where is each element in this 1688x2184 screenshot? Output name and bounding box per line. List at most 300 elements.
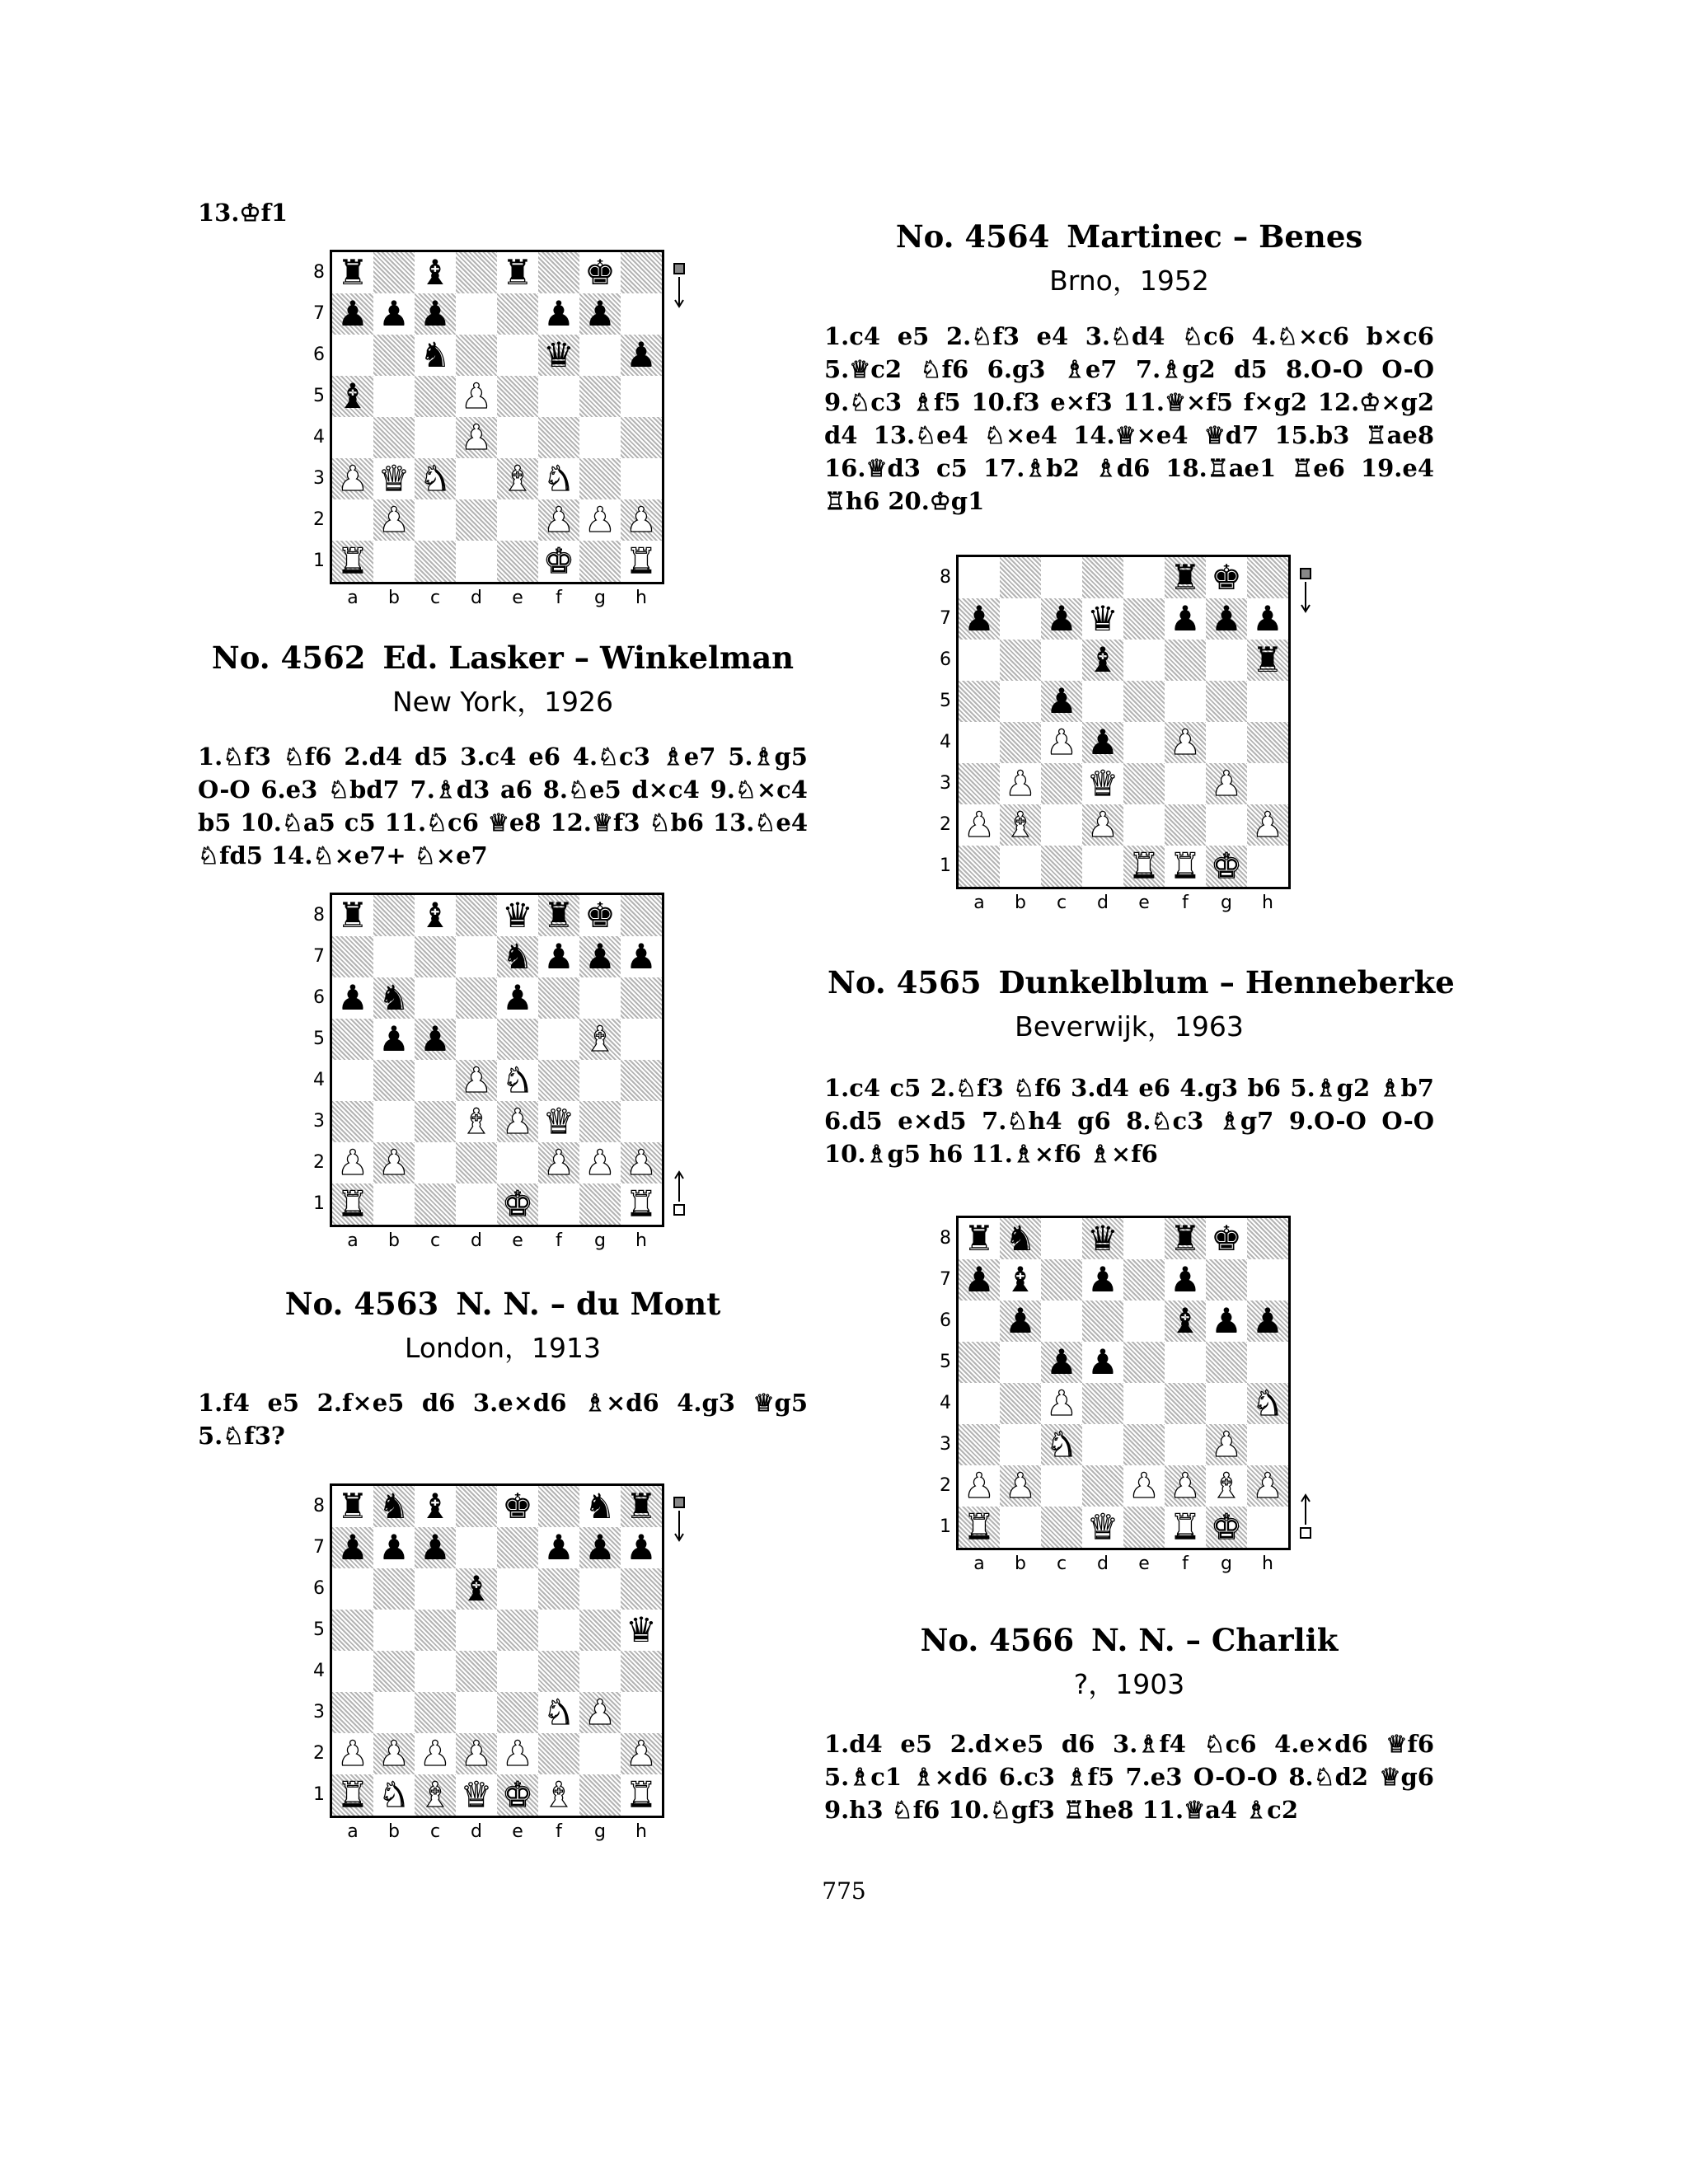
square-c7	[415, 293, 456, 335]
file-labels	[332, 1821, 662, 1846]
square-f3	[538, 1692, 579, 1733]
square-g8	[1206, 557, 1247, 598]
square-a3	[332, 1692, 373, 1733]
square-f7	[538, 936, 579, 977]
square-a3	[332, 1101, 373, 1142]
square-e2	[1123, 804, 1165, 846]
white-pawn-icon: ♟	[337, 1733, 368, 1774]
square-b8	[1000, 557, 1041, 598]
file-label: e	[512, 1230, 523, 1251]
square-f7	[538, 293, 579, 335]
rank-label: 8	[313, 262, 325, 283]
file-label: b	[388, 1821, 400, 1842]
white-pawn-icon: ♟	[502, 1101, 533, 1141]
white-queen-icon: ♛	[378, 458, 410, 499]
square-a2	[959, 804, 1000, 846]
square-e7	[497, 293, 538, 335]
black-pawn-icon: ♟	[584, 1527, 616, 1568]
white-pawn-icon: ♟	[378, 499, 410, 540]
square-h8	[1247, 557, 1288, 598]
square-c1	[1041, 1507, 1082, 1548]
square-e4	[1123, 722, 1165, 763]
white-knight-icon: ♞	[502, 1060, 533, 1100]
square-f7	[1165, 598, 1206, 640]
square-c1	[1041, 846, 1082, 887]
square-a5	[332, 1610, 373, 1651]
square-f8	[538, 252, 579, 293]
square-d4	[456, 1651, 497, 1692]
game-number: No. 4563	[284, 1286, 439, 1322]
square-g5	[579, 376, 621, 417]
square-b7	[373, 1527, 415, 1568]
file-labels	[332, 1230, 662, 1255]
black-knight-icon: ♞	[1005, 1218, 1036, 1258]
square-f4	[538, 417, 579, 458]
square-a7	[332, 1527, 373, 1568]
black-rook-icon: ♜	[337, 252, 368, 293]
square-b8	[1000, 1218, 1041, 1259]
square-f5	[538, 1610, 579, 1651]
square-h2	[621, 499, 662, 541]
square-g6	[1206, 640, 1247, 681]
square-d7	[456, 936, 497, 977]
chess-diagram-3	[297, 1483, 725, 1863]
white-knight-icon: ♞	[1046, 1424, 1077, 1465]
square-f3	[538, 458, 579, 499]
square-h4	[621, 417, 662, 458]
square-b8	[373, 252, 415, 293]
black-bishop-icon: ♝	[420, 1486, 451, 1526]
black-pawn-icon: ♟	[964, 1259, 995, 1300]
black-knight-icon: ♞	[420, 335, 451, 375]
square-h3	[1247, 1424, 1288, 1465]
square-e1	[1123, 1507, 1165, 1548]
rank-label: 4	[940, 1393, 951, 1413]
square-c3	[1041, 1424, 1082, 1465]
file-label: a	[347, 1230, 359, 1251]
square-g5	[579, 1019, 621, 1060]
rank-label: 1	[313, 551, 325, 571]
square-a5	[959, 681, 1000, 722]
square-f4	[1165, 722, 1206, 763]
black-bishop-icon: ♝	[461, 1568, 492, 1609]
square-b4	[373, 1651, 415, 1692]
square-c8	[1041, 557, 1082, 598]
white-knight-icon: ♞	[378, 1774, 410, 1815]
square-h5	[1247, 1342, 1288, 1383]
file-labels	[332, 588, 662, 612]
square-f1	[1165, 1507, 1206, 1548]
square-a1	[959, 1507, 1000, 1548]
square-d1	[456, 1774, 497, 1816]
square-d5	[456, 376, 497, 417]
square-b1	[1000, 846, 1041, 887]
game-players: N. N. – Charlik	[1091, 1622, 1339, 1658]
black-pawn-icon: ♟	[378, 1527, 410, 1568]
square-g7	[579, 293, 621, 335]
square-h4	[621, 1060, 662, 1101]
square-c3	[415, 1692, 456, 1733]
square-b5	[1000, 1342, 1041, 1383]
square-g8	[579, 1486, 621, 1527]
square-c4	[1041, 1383, 1082, 1424]
square-f8	[1165, 557, 1206, 598]
file-label: e	[1138, 893, 1150, 913]
rank-label: 8	[313, 1496, 325, 1516]
square-b4	[1000, 722, 1041, 763]
rank-labels	[297, 1486, 325, 1816]
square-f8	[538, 1486, 579, 1527]
black-rook-icon: ♜	[337, 895, 368, 935]
white-pawn-icon: ♟	[1170, 1465, 1201, 1506]
square-e2	[497, 499, 538, 541]
black-pawn-icon: ♟	[337, 977, 368, 1018]
black-pawn-icon: ♟	[1170, 1259, 1201, 1300]
square-e6	[497, 335, 538, 376]
square-g6	[579, 977, 621, 1019]
square-h6	[621, 1568, 662, 1610]
black-pawn-icon: ♟	[584, 293, 616, 334]
square-f5	[538, 1019, 579, 1060]
rank-label: 5	[313, 1619, 325, 1640]
square-g8	[579, 895, 621, 936]
square-h1	[1247, 846, 1288, 887]
game-4564-moves: 1.c4 e5 2.♘f3 e4 3.♘d4 ♘c6 4.♘×c6 b×c6 5.♕c2 ♘f6 6.g3 ♗e7 7.♗g2 d5 8.O-O O-O 9.♘c3 ♗f5 10.f3 e×f3 11.♕×f5 f×g2 12.♔×g2 d4 13.♘e4 ♘×e4 14.♕×e4 ♕d7 15.b3 ♖ae8 16.♕d3 c5 17.♗b2 ♗d6 18.♖ae1 ♖e6 19.e4 ♖h6 20.♔g1	[824, 322, 1434, 515]
square-a5	[959, 1342, 1000, 1383]
game-number: No. 4565	[828, 964, 982, 1001]
square-b7	[1000, 598, 1041, 640]
square-f5	[538, 376, 579, 417]
black-pawn-icon: ♟	[1170, 598, 1201, 639]
black-king-icon: ♚	[502, 1486, 533, 1526]
rank-label: 2	[313, 1152, 325, 1173]
square-h3	[1247, 763, 1288, 804]
file-label: d	[471, 588, 482, 608]
square-e6	[497, 1568, 538, 1610]
rank-label: 7	[940, 1269, 951, 1290]
file-label: e	[512, 588, 523, 608]
square-e7	[1123, 1259, 1165, 1301]
square-b2	[373, 1733, 415, 1774]
square-e8	[497, 895, 538, 936]
black-to-move-icon	[669, 1496, 689, 1545]
square-g7	[1206, 1259, 1247, 1301]
square-g2	[1206, 1465, 1247, 1507]
square-d3	[1082, 763, 1123, 804]
white-pawn-icon: ♟	[1252, 1465, 1283, 1506]
white-pawn-icon: ♟	[337, 458, 368, 499]
square-b7	[373, 936, 415, 977]
square-f8	[538, 895, 579, 936]
square-h1	[1247, 1507, 1288, 1548]
square-f7	[1165, 1259, 1206, 1301]
square-e5	[1123, 1342, 1165, 1383]
square-a6	[332, 977, 373, 1019]
file-label: a	[973, 893, 985, 913]
square-e4	[497, 1060, 538, 1101]
rank-label: 8	[940, 1228, 951, 1249]
white-pawn-icon: ♟	[1128, 1465, 1160, 1506]
chess-diagram-4	[923, 555, 1352, 934]
square-f3	[1165, 1424, 1206, 1465]
white-rook-icon: ♜	[337, 541, 368, 581]
black-pawn-icon: ♟	[1005, 1301, 1036, 1341]
rank-label: 4	[313, 427, 325, 448]
rank-label: 6	[313, 344, 325, 365]
white-pawn-icon: ♟	[1005, 763, 1036, 804]
rank-label: 4	[313, 1070, 325, 1090]
square-a2	[332, 499, 373, 541]
square-f1	[538, 1774, 579, 1816]
file-label: h	[635, 1821, 647, 1842]
square-b6	[1000, 1301, 1041, 1342]
black-pawn-icon: ♟	[1252, 598, 1283, 639]
white-king-icon: ♚	[502, 1774, 533, 1815]
square-a6	[959, 640, 1000, 681]
square-a8	[332, 895, 373, 936]
file-label: c	[429, 588, 441, 608]
file-label: f	[556, 1230, 562, 1251]
square-e1	[497, 541, 538, 582]
square-e7	[497, 1527, 538, 1568]
square-g6	[579, 335, 621, 376]
square-e8	[1123, 1218, 1165, 1259]
square-a7	[959, 598, 1000, 640]
rank-label: 2	[940, 1475, 951, 1496]
black-pawn-icon: ♟	[420, 293, 451, 334]
black-pawn-icon: ♟	[626, 335, 657, 375]
file-label: c	[429, 1821, 441, 1842]
square-f1	[1165, 846, 1206, 887]
square-c3	[415, 458, 456, 499]
black-pawn-icon: ♟	[626, 936, 657, 977]
square-c4	[1041, 722, 1082, 763]
square-h2	[1247, 804, 1288, 846]
game-4562-place: New York，1926	[392, 686, 614, 718]
square-d3	[1082, 1424, 1123, 1465]
square-e5	[497, 376, 538, 417]
square-a7	[332, 293, 373, 335]
file-label: d	[471, 1230, 482, 1251]
square-a4	[332, 1060, 373, 1101]
file-label: a	[347, 1821, 359, 1842]
game-4565-moves: 1.c4 c5 2.♘f3 ♘f6 3.d4 e6 4.g3 b6 5.♗g2 ♗b7 6.d5 e×d5 7.♘h4 g6 8.♘c3 ♗g7 9.O-O O-O 10.♗g5 h6 11.♗×f6 ♗×f6	[824, 1074, 1434, 1168]
black-to-move-icon	[1296, 567, 1315, 616]
rank-label: 7	[940, 608, 951, 629]
square-a3	[332, 458, 373, 499]
file-label: f	[1182, 893, 1189, 913]
chessboard	[956, 1216, 1291, 1550]
black-queen-icon: ♛	[502, 895, 533, 935]
chess-diagram-2	[297, 893, 725, 1272]
white-rook-icon: ♜	[964, 1507, 995, 1547]
square-a6	[332, 1568, 373, 1610]
file-label: f	[1182, 1554, 1189, 1574]
square-h6	[1247, 1301, 1288, 1342]
file-label: f	[556, 588, 562, 608]
square-b5	[1000, 681, 1041, 722]
game-4563-title	[198, 1286, 808, 1322]
square-e5	[497, 1610, 538, 1651]
square-b8	[373, 895, 415, 936]
square-g3	[579, 1692, 621, 1733]
square-c4	[415, 1651, 456, 1692]
white-to-move-icon	[669, 1169, 689, 1218]
square-h3	[621, 1692, 662, 1733]
black-rook-icon: ♜	[502, 252, 533, 293]
square-e1	[1123, 846, 1165, 887]
square-c6	[1041, 640, 1082, 681]
black-queen-icon: ♛	[1087, 1218, 1118, 1258]
black-pawn-icon: ♟	[626, 1527, 657, 1568]
square-h1	[621, 1774, 662, 1816]
square-d1	[1082, 1507, 1123, 1548]
black-rook-icon: ♜	[543, 895, 574, 935]
rank-label: 3	[313, 1111, 325, 1132]
square-a2	[959, 1465, 1000, 1507]
black-pawn-icon: ♟	[378, 1019, 410, 1059]
rank-label: 3	[940, 773, 951, 794]
white-pawn-icon: ♟	[1211, 1424, 1242, 1465]
square-b1	[373, 1183, 415, 1225]
white-pawn-icon: ♟	[378, 1733, 410, 1774]
square-h7	[1247, 1259, 1288, 1301]
square-f1	[538, 1183, 579, 1225]
file-label: g	[594, 588, 606, 608]
chessboard	[330, 250, 664, 584]
square-e7	[497, 936, 538, 977]
black-pawn-icon: ♟	[337, 1527, 368, 1568]
white-bishop-icon: ♝	[1211, 1465, 1242, 1506]
rank-label: 1	[313, 1784, 325, 1805]
game-4566-title	[824, 1622, 1434, 1658]
square-h8	[621, 1486, 662, 1527]
square-d3	[456, 1692, 497, 1733]
square-b7	[1000, 1259, 1041, 1301]
rank-label: 6	[313, 1578, 325, 1599]
square-c5	[415, 1610, 456, 1651]
square-h5	[621, 1019, 662, 1060]
square-g4	[579, 417, 621, 458]
square-c4	[415, 417, 456, 458]
square-f4	[538, 1060, 579, 1101]
rank-label: 1	[940, 1516, 951, 1537]
square-g8	[1206, 1218, 1247, 1259]
square-g4	[1206, 722, 1247, 763]
square-g3	[1206, 1424, 1247, 1465]
square-h3	[621, 458, 662, 499]
square-g6	[579, 1568, 621, 1610]
rank-label: 4	[940, 732, 951, 752]
square-c8	[415, 1486, 456, 1527]
black-pawn-icon: ♟	[1046, 681, 1077, 721]
square-c8	[1041, 1218, 1082, 1259]
game-players: Ed. Lasker – Winkelman	[382, 640, 795, 676]
square-b2	[1000, 804, 1041, 846]
file-label: g	[1221, 893, 1232, 913]
game-players: Dunkelblum – Henneberke	[998, 964, 1455, 1001]
square-e6	[1123, 1301, 1165, 1342]
square-b6	[373, 1568, 415, 1610]
square-g1	[579, 541, 621, 582]
square-h6	[1247, 640, 1288, 681]
square-b3	[1000, 763, 1041, 804]
black-bishop-icon: ♝	[1005, 1259, 1036, 1300]
file-label: h	[635, 1230, 647, 1251]
rank-label: 1	[313, 1193, 325, 1214]
file-label: g	[594, 1821, 606, 1842]
square-e2	[497, 1142, 538, 1183]
white-queen-icon: ♛	[543, 1101, 574, 1141]
square-f5	[1165, 681, 1206, 722]
square-g4	[1206, 1383, 1247, 1424]
square-b1	[373, 541, 415, 582]
square-a8	[332, 252, 373, 293]
white-rook-icon: ♜	[626, 1183, 657, 1224]
chess-diagram-1	[297, 250, 725, 629]
square-b8	[373, 1486, 415, 1527]
rank-label: 5	[313, 1029, 325, 1049]
black-rook-icon: ♜	[337, 1486, 368, 1526]
square-c8	[415, 895, 456, 936]
square-b1	[373, 1774, 415, 1816]
square-b3	[1000, 1424, 1041, 1465]
square-f2	[1165, 1465, 1206, 1507]
square-c6	[415, 1568, 456, 1610]
white-pawn-icon: ♟	[1170, 722, 1201, 762]
square-h7	[621, 1527, 662, 1568]
game-players: N. N. – du Mont	[456, 1286, 721, 1322]
square-c2	[1041, 804, 1082, 846]
white-knight-icon: ♞	[543, 458, 574, 499]
square-b4	[373, 417, 415, 458]
white-rook-icon: ♜	[1128, 846, 1160, 886]
square-d3	[456, 1101, 497, 1142]
square-g7	[579, 936, 621, 977]
square-c1	[415, 1183, 456, 1225]
white-pawn-icon: ♟	[502, 1733, 533, 1774]
white-pawn-icon: ♟	[626, 1142, 657, 1183]
square-d4	[456, 417, 497, 458]
square-a5	[332, 376, 373, 417]
square-c2	[415, 499, 456, 541]
square-c6	[1041, 1301, 1082, 1342]
square-e3	[497, 1692, 538, 1733]
square-a1	[959, 846, 1000, 887]
square-c3	[1041, 763, 1082, 804]
rank-label: 6	[940, 649, 951, 670]
rank-label: 3	[313, 1702, 325, 1722]
rank-label: 5	[940, 1352, 951, 1372]
square-e2	[1123, 1465, 1165, 1507]
square-d2	[456, 1733, 497, 1774]
square-g3	[1206, 763, 1247, 804]
square-d7	[456, 293, 497, 335]
square-d7	[1082, 1259, 1123, 1301]
square-e4	[1123, 1383, 1165, 1424]
black-pawn-icon: ♟	[1211, 598, 1242, 639]
square-a8	[332, 1486, 373, 1527]
square-h7	[621, 936, 662, 977]
square-g5	[579, 1610, 621, 1651]
file-label: a	[347, 588, 359, 608]
square-c8	[415, 252, 456, 293]
game-number: No. 4562	[211, 640, 366, 676]
square-f7	[538, 1527, 579, 1568]
square-c2	[1041, 1465, 1082, 1507]
square-c1	[415, 541, 456, 582]
square-a7	[332, 936, 373, 977]
